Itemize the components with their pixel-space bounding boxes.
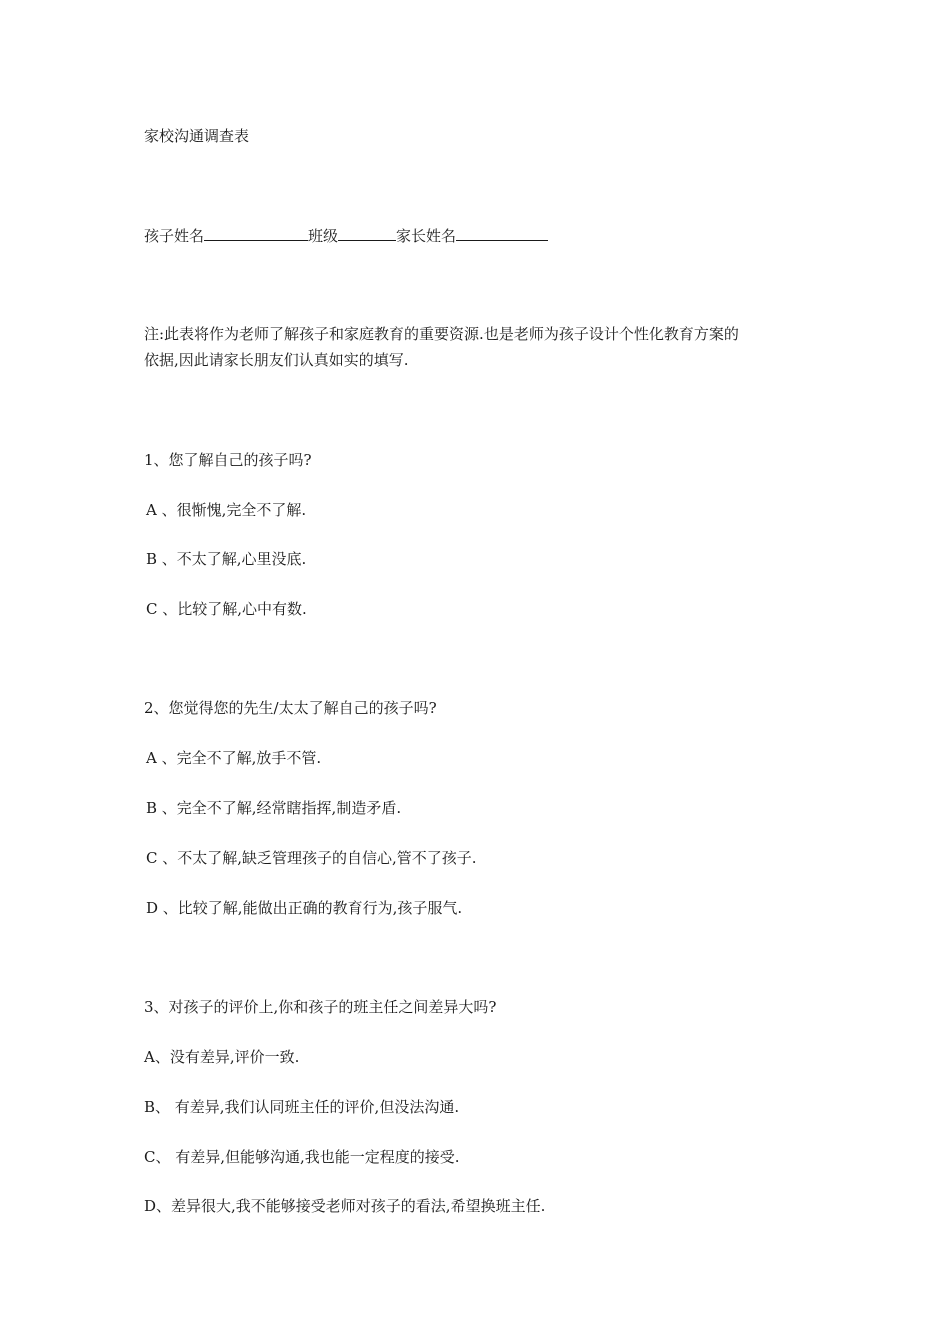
- child-name-blank[interactable]: [204, 226, 308, 241]
- note-line-2: 依据,因此请家长朋友们认真如实的填写.: [144, 351, 409, 369]
- question-3: 3、对孩子的评价上,你和孩子的班主任之间差异大吗?: [144, 998, 497, 1016]
- question-2-option-a: A 、完全不了解,放手不管.: [146, 749, 322, 767]
- class-label: 班级: [308, 227, 339, 245]
- child-name-label: 孩子姓名: [144, 227, 205, 245]
- class-blank[interactable]: [338, 226, 396, 241]
- question-1-option-a: A 、很惭愧,完全不了解.: [146, 501, 307, 519]
- form-fields-line: [144, 226, 548, 246]
- question-2-option-d: D 、比较了解,能做出正确的教育行为,孩子服气.: [146, 899, 463, 917]
- parent-name-label: 家长姓名: [396, 227, 457, 245]
- document-title: 家校沟通调查表: [144, 127, 250, 145]
- question-3-option-d: D、差异很大,我不能够接受老师对孩子的看法,希望换班主任.: [144, 1197, 546, 1215]
- question-2-option-c: C 、不太了解,缺乏管理孩子的自信心,管不了孩子.: [146, 849, 477, 867]
- question-1-option-c: C 、比较了解,心中有数.: [146, 600, 307, 618]
- question-3-option-a: A、没有差异,评价一致.: [144, 1048, 300, 1066]
- question-2: 2、您觉得您的先生/太太了解自己的孩子吗?: [144, 699, 437, 717]
- question-2-option-b: B 、完全不了解,经常瞎指挥,制造矛盾.: [146, 799, 402, 817]
- question-1: 1、您了解自己的孩子吗?: [144, 451, 312, 469]
- question-1-option-b: B 、不太了解,心里没底.: [146, 550, 307, 568]
- question-3-option-c: C、 有差异,但能够沟通,我也能一定程度的接受.: [144, 1148, 460, 1166]
- parent-name-blank[interactable]: [456, 226, 548, 241]
- question-3-option-b: B、 有差异,我们认同班主任的评价,但没法沟通.: [144, 1098, 460, 1116]
- note-line-1: 注:此表将作为老师了解孩子和家庭教育的重要资源.也是老师为孩子设计个性化教育方案的: [144, 325, 739, 343]
